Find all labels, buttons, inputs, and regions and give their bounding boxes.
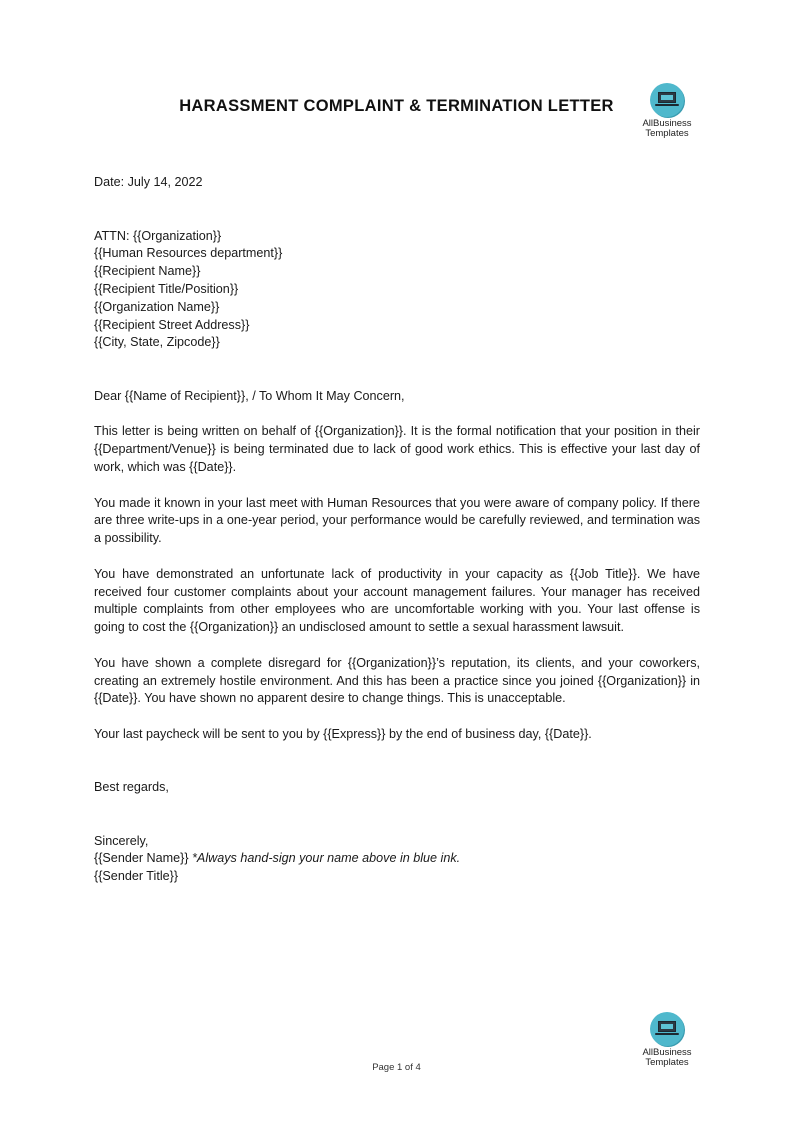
closing: Best regards, <box>94 780 169 795</box>
sender-name-line <box>94 850 700 868</box>
address-line: {{Recipient Name}} <box>94 264 201 279</box>
address-line: {{Human Resources department}} <box>94 246 283 261</box>
body-paragraph: This letter is being written on behalf of {{Organization}}. It is the formal notification that your position in their {{Department/Venue}} is being terminated due to lack of good work ethics. This is effective your last day of work, which was {{Date}}. <box>94 424 700 474</box>
address-line: {{Recipient Street Address}} <box>94 317 250 332</box>
recipient-address <box>94 228 700 353</box>
allbusiness-logo-footer <box>632 1012 702 1068</box>
sincerely: Sincerely, <box>94 833 149 848</box>
salutation: Dear {{Name of Recipient}}, / To Whom It May Concern, <box>94 388 405 403</box>
body-paragraph: You have demonstrated an unfortunate lack of productivity in your capacity as {{Job Title}}. We have received four customer complaints about your account management failures. Your manager has received multiple complaints from other employees who are uncomfortable working with you. Your last offense is going to cost the {{Organization}} an undisclosed amount to settle a sexual harassment lawsuit. <box>94 566 700 635</box>
logo-text: AllBusiness Templates <box>642 118 692 139</box>
body-paragraph: Your last paycheck will be sent to you by {{Express}} by the end of business day, {{Date}}. <box>94 726 592 741</box>
body-paragraph: You have shown a complete disregard for {{Organization}}’s reputation, its clients, and your coworkers, creating an extremely hostile environment. And this has been a practice since you joined {{Organization}} in {{Date}}. You have shown no apparent desire to change things. This is unacceptable. <box>94 655 700 706</box>
address-line: ATTN: {{Organization}} <box>94 228 222 243</box>
laptop-icon <box>650 83 684 117</box>
address-line: {{Recipient Title/Position}} <box>94 281 239 296</box>
sender-name: {{Sender Name}} <box>94 851 189 866</box>
address-line: {{City, State, Zipcode}} <box>94 335 220 350</box>
letter-body <box>94 174 700 886</box>
sender-title: {{Sender Title}} <box>94 869 179 884</box>
allbusiness-logo <box>632 83 702 139</box>
date-line: Date: July 14, 2022 <box>94 175 203 189</box>
logo-text: AllBusiness Templates <box>642 1047 692 1068</box>
body-paragraph: You made it known in your last meet with Human Resources that you were aware of company policy. If there are three write-ups in a one-year period, your performance would be carefully reviewed, and termination was a possibility. <box>94 495 700 546</box>
document-title: HARASSMENT COMPLAINT & TERMINATION LETTER <box>179 97 614 115</box>
page-number: Page 1 of 4 <box>372 1062 421 1073</box>
laptop-icon <box>650 1012 684 1046</box>
address-line: {{Organization Name}} <box>94 299 220 314</box>
sender-note: *Always hand-sign your name above in blue ink. <box>192 851 461 866</box>
